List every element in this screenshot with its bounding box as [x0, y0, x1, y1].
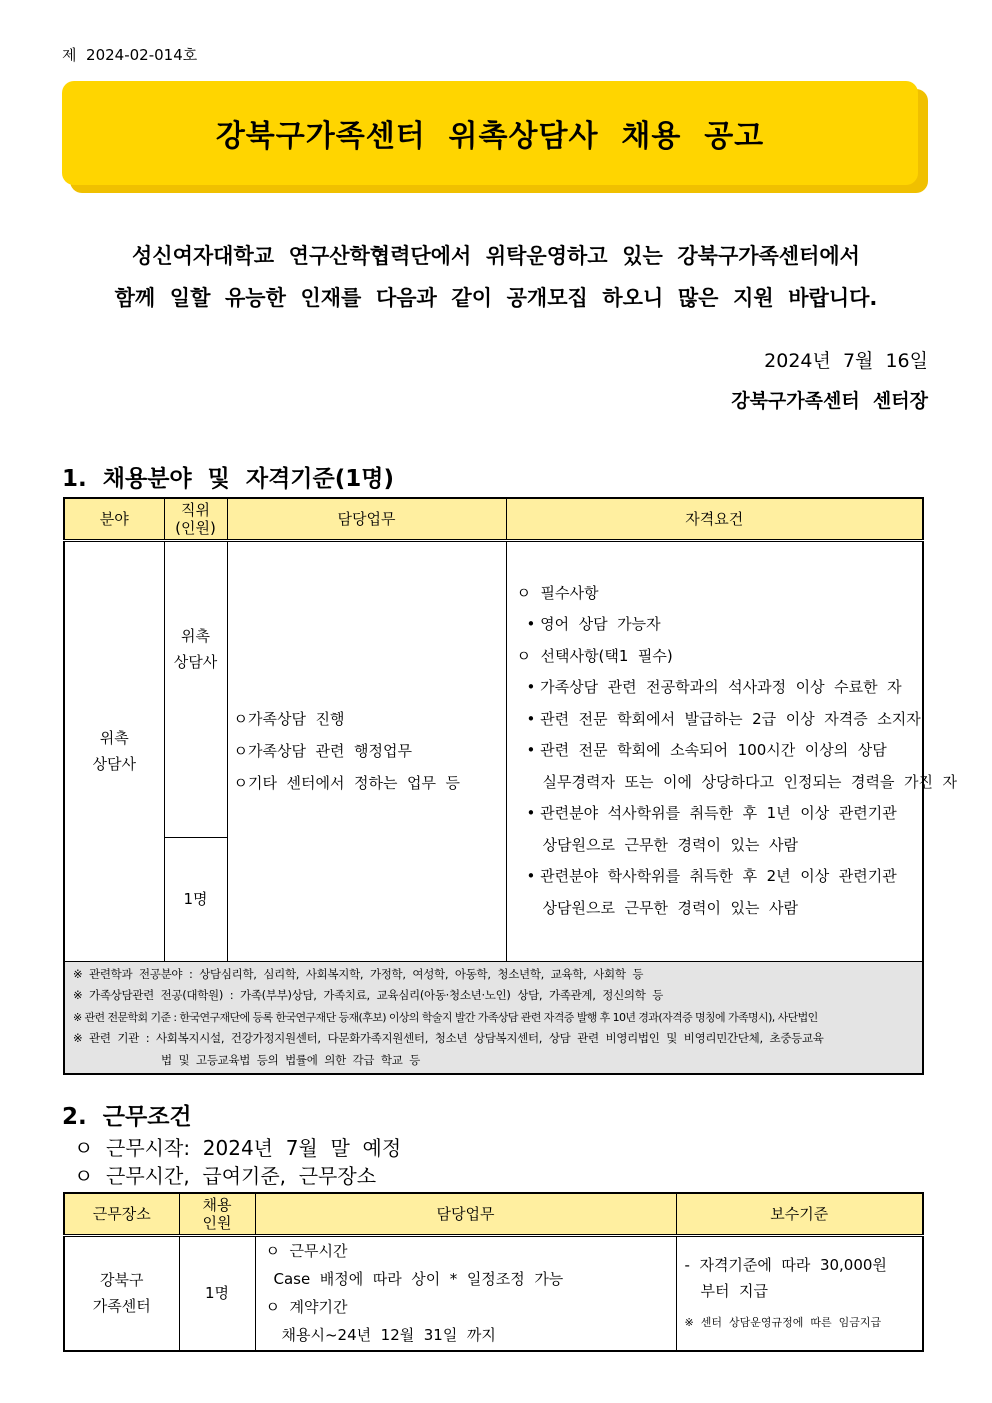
contract-period-value: 채용시~24년 12월 31일 까지 — [281, 1326, 496, 1345]
count-cell: 1명 — [164, 837, 227, 961]
header-field: 분야 — [64, 498, 164, 540]
note-line: ※ 관련학과 전공분야 : 상담심리학, 심리학, 사회복지학, 가정학, 여성학, 아동학, 청소년학, 교육학, 사회학 등 — [73, 966, 644, 981]
section-2-heading: 2. 근무조건 — [62, 1104, 192, 1130]
optional-title: ㅇ 선택사항(택1 필수) — [516, 646, 673, 665]
work-row — [64, 1235, 923, 1351]
optional-item-continued: 실무경력자 또는 이에 상당하다고 인정되는 경력을 가진 자 — [542, 772, 958, 791]
optional-item: • 관련분야 석사학위를 취득한 후 1년 이상 관련기관 — [526, 804, 897, 823]
position-cell: 위촉 상담사 — [164, 540, 227, 837]
header-position: 직위 (인원) — [164, 498, 227, 540]
document-number: 제 2024-02-014호 — [62, 46, 198, 64]
pay-line: - 자격기준에 따라 30,000원 — [684, 1256, 887, 1275]
optional-item-continued: 상담원으로 근무한 경력이 있는 사람 — [542, 898, 798, 917]
place-cell: 강북구 가족센터 — [64, 1235, 179, 1351]
field-cell: 위촉 상담사 — [64, 540, 164, 961]
required-item: • 영어 상담 가능자 — [526, 615, 661, 634]
pay-cell — [676, 1235, 923, 1351]
work-conditions-table — [63, 1192, 924, 1352]
recruitment-table-header — [64, 498, 923, 540]
pay-note: ※ 센터 상담운영규정에 따른 임금지급 — [684, 1316, 882, 1330]
pay-line-continued: 부터 지급 — [700, 1282, 768, 1301]
title-banner — [62, 81, 918, 185]
header-work-duty: 담당업무 — [255, 1193, 676, 1235]
header-qualification: 자격요건 — [506, 498, 923, 540]
notes-row — [64, 961, 923, 1074]
recruitment-row — [64, 540, 923, 837]
duty-item: ㅇ가족상담 진행 — [233, 710, 345, 728]
work-count-cell: 1명 — [179, 1235, 255, 1351]
note-line: ※ 관련 전문학회 기준 : 한국연구재단에 등록 한국연구재단 등재(후보) 이상의 학술지 발간 가족상담 관련 자격증 발행 후 10년 경과(자격증 명칭에 가족명시), 사단법인 — [73, 1010, 818, 1024]
section-1-heading: 1. 채용분야 및 자격기준(1명) — [62, 466, 394, 492]
intro-line-1: 성신여자대학교 연구산학협력단에서 위탁운영하고 있는 강북구가족센터에서 — [132, 244, 860, 268]
header-place: 근무장소 — [64, 1193, 179, 1235]
work-duty-cell — [255, 1235, 676, 1351]
optional-item-continued: 상담원으로 근무한 경력이 있는 사람 — [542, 835, 798, 854]
note-line: ※ 관련 기관 : 사회복지시설, 건강가정지원센터, 다문화가족지원센터, 청소년 상담복지센터, 상담 관련 비영리법인 및 비영리민간단체, 초중등교육 — [73, 1031, 824, 1045]
recruitment-table — [63, 497, 958, 1075]
notes-cell — [64, 961, 923, 1074]
optional-item: • 관련 전문 학회에 소속되어 100시간 이상의 상담 — [526, 741, 887, 760]
announcement-date: 2024년 7월 16일 — [764, 350, 928, 372]
signer: 강북구가족센터 센터장 — [731, 390, 928, 412]
duty-item: ㅇ기타 센터에서 정하는 업무 등 — [233, 774, 461, 792]
optional-item: • 관련분야 학사학위를 취득한 후 2년 이상 관련기관 — [526, 867, 897, 886]
header-count: 채용 인원 — [179, 1193, 255, 1235]
page-title: 강북구가족센터 위촉상담사 채용 공고 — [215, 119, 765, 154]
work-table-header — [64, 1193, 923, 1235]
note-line: ※ 가족상담관련 전공(대학원) : 가족(부부)상담, 가족치료, 교육심리(아동·청소년·노인) 상담, 가족관계, 정신의학 등 — [73, 988, 664, 1002]
required-title: ㅇ 필수사항 — [516, 583, 599, 602]
section-2-bullet: ㅇ 근무시간, 급여기준, 근무장소 — [74, 1164, 377, 1188]
note-line-continued: 법 및 고등교육법 등의 법률에 의한 각급 학교 등 — [161, 1052, 421, 1067]
header-duty: 담당업무 — [227, 498, 506, 540]
header-pay: 보수기준 — [676, 1193, 923, 1235]
optional-item: • 가족상담 관련 전공학과의 석사과정 이상 수료한 자 — [526, 678, 902, 697]
work-hours-title: ㅇ 근무시간 — [265, 1242, 348, 1261]
duty-cell — [227, 540, 506, 961]
qualification-cell — [506, 540, 958, 961]
contract-period-title: ㅇ 계약기간 — [265, 1298, 348, 1317]
section-2-bullet: ㅇ 근무시작: 2024년 7월 말 예정 — [74, 1136, 402, 1160]
optional-item: • 관련 전문 학회에서 발급하는 2급 이상 자격증 소지자 — [526, 709, 921, 728]
intro-line-2: 함께 일할 유능한 인재를 다음과 같이 공개모집 하오니 많은 지원 바랍니다. — [114, 286, 878, 310]
work-hours-value: Case 배정에 따라 상이 * 일정조정 가능 — [273, 1270, 564, 1289]
duty-item: ㅇ가족상담 관련 행정업무 — [233, 742, 412, 760]
